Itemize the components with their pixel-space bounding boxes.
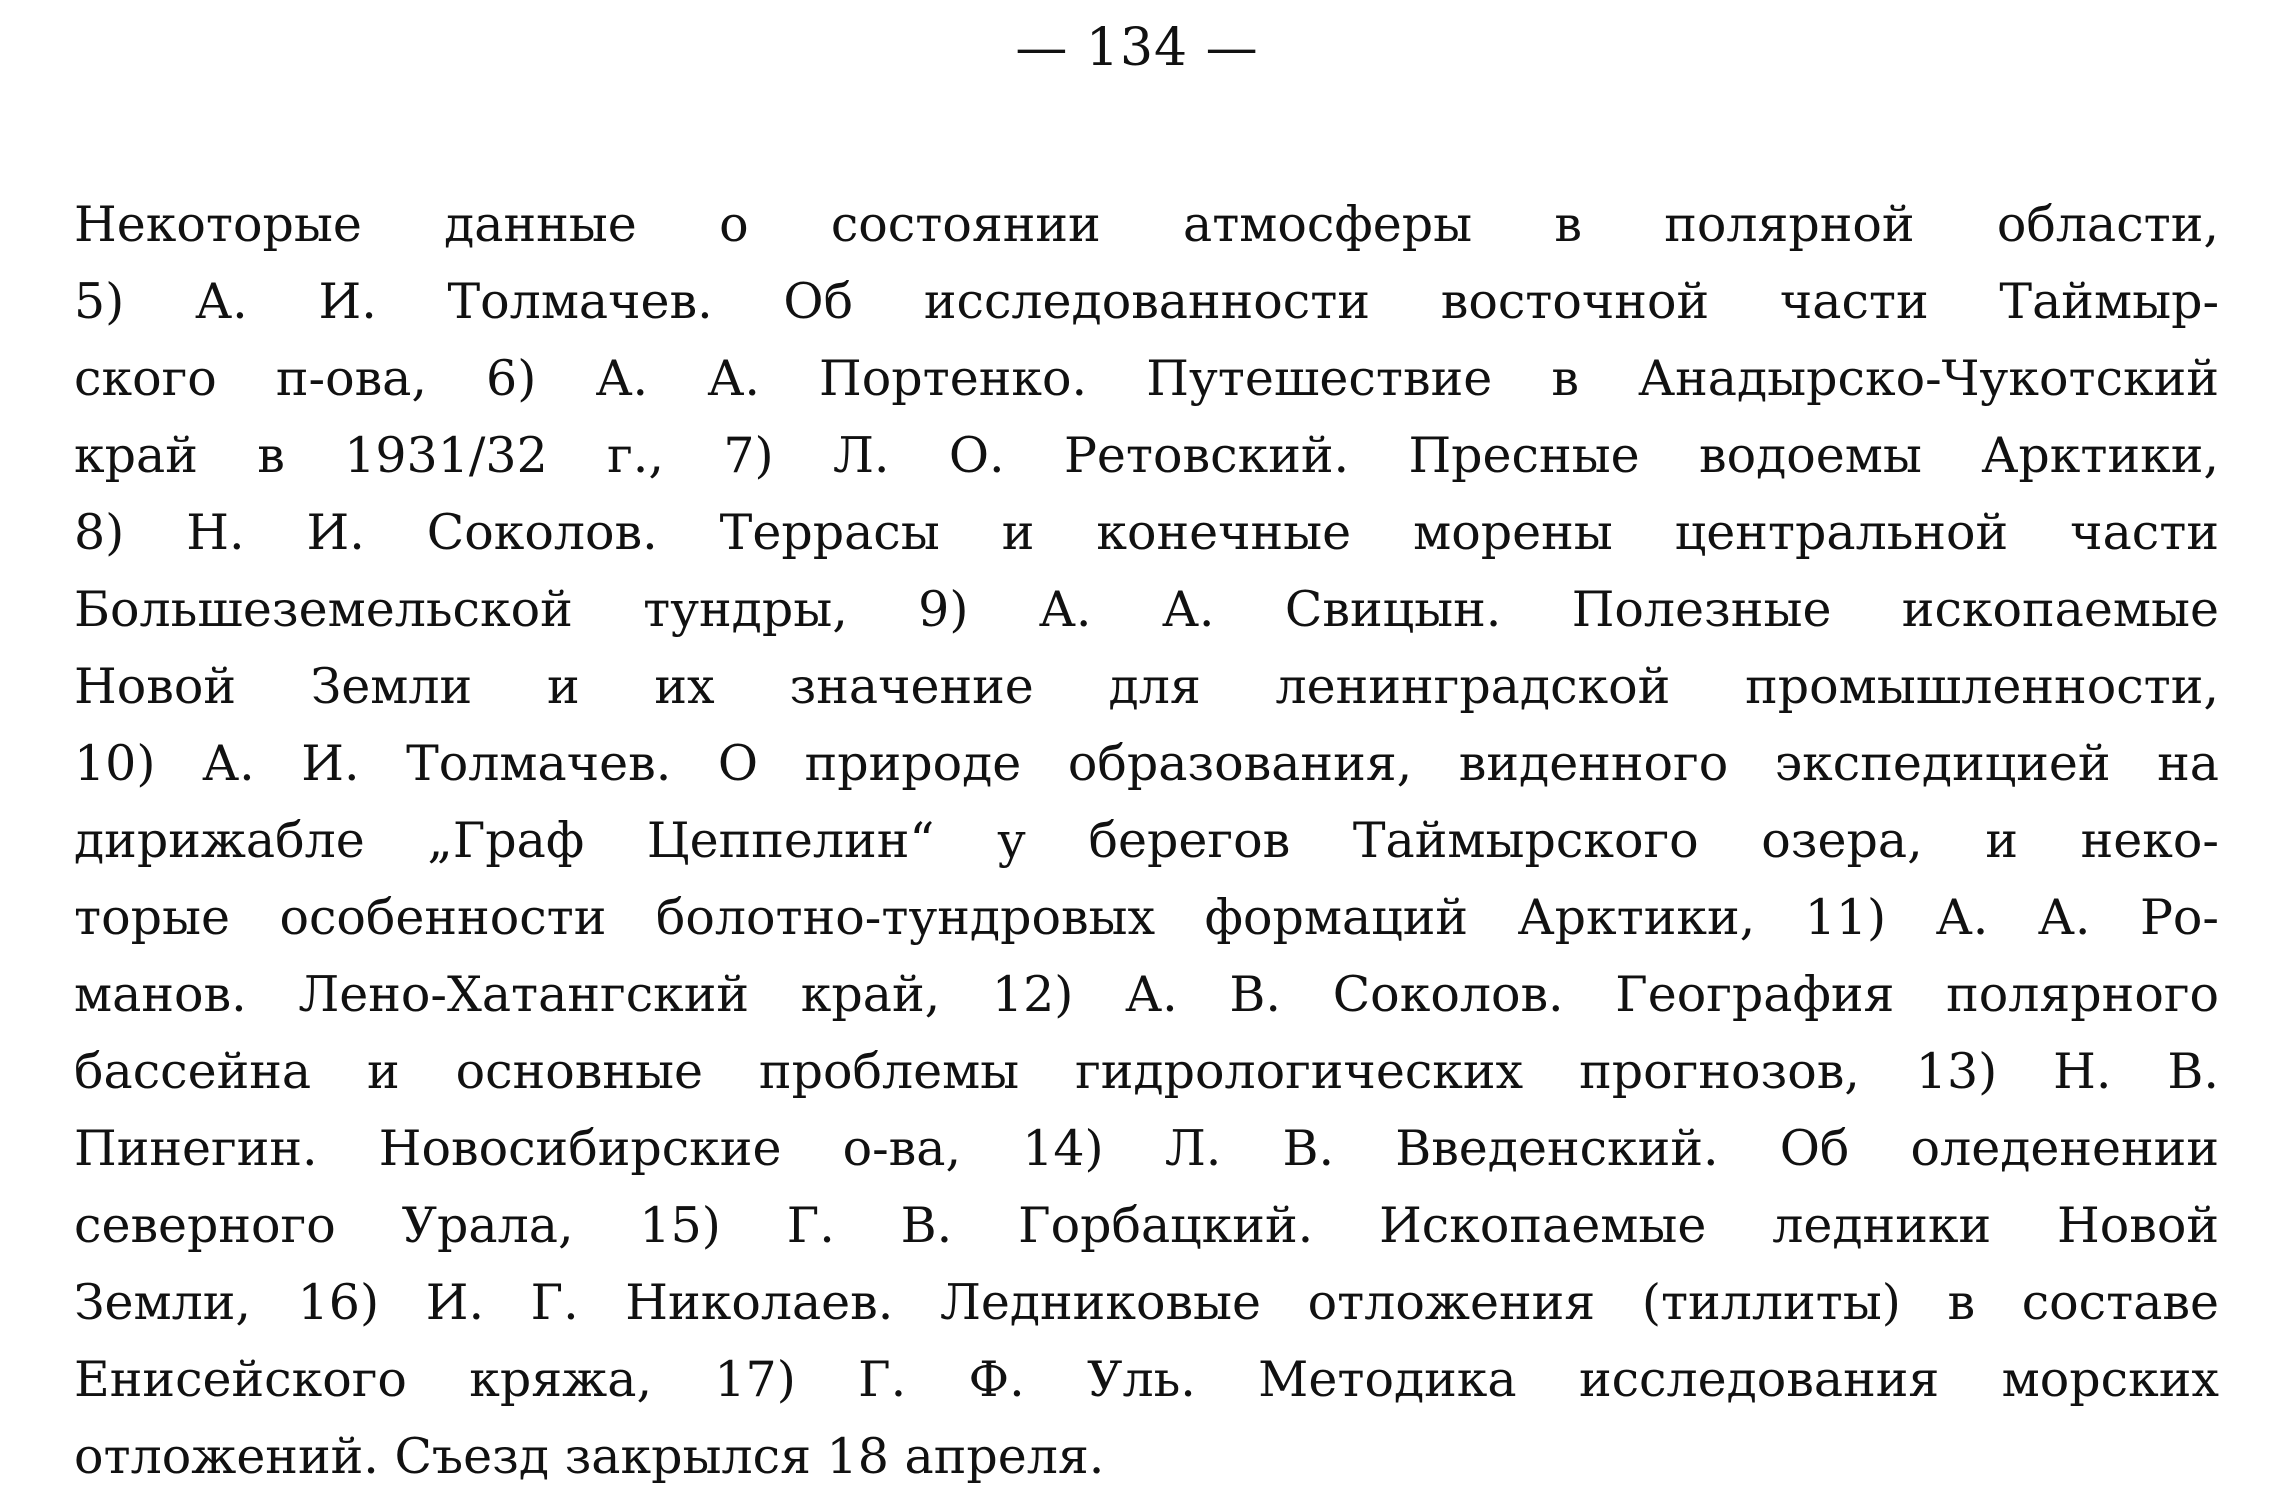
text-line: манов. Лено-Хатангский край, 12) А. В. Соколов. География полярного [74,966,2219,1023]
text-line: ского п-ова, 6) А. А. Портенко. Путешествие в Анадырско-Чукотский [74,350,2219,407]
text-line: Енисейского кряжа, 17) Г. Ф. Уль. Методика исследования морских [74,1351,2219,1408]
text-line: дирижабле „Граф Цеппелин“ у берегов Таймырского озера, и неко- [74,812,2219,869]
text-line: Новой Земли и их значение для ленинградской промышленности, [74,658,2219,715]
text-line: северного Урала, 15) Г. В. Горбацкий. Ископаемые ледники Новой [74,1197,2219,1254]
text-line: Земли, 16) И. Г. Николаев. Ледниковые отложения (тиллиты) в составе [74,1274,2219,1331]
text-line: Большеземельской тундры, 9) А. А. Свицын. Полезные ископаемые [74,581,2219,638]
text-line: 5) А. И. Толмачев. Об исследованности восточной части Таймыр- [74,273,2219,330]
text-line-last: отложений. Съезд закрылся 18 апреля. [74,1428,1105,1485]
text-line: Некоторые данные о состоянии атмосферы в полярной области, [74,196,2219,253]
page-number: — 134 — [1015,18,1259,78]
text-line: торые особенности болотно-тундровых формаций Арктики, 11) А. А. Ро- [74,889,2219,946]
text-line: край в 1931/32 г., 7) Л. О. Ретовский. Пресные водоемы Арктики, [74,427,2219,484]
text-line: 10) А. И. Толмачев. О природе образования, виденного экспедицией на [74,735,2219,792]
text-line: Пинегин. Новосибирские о-ва, 14) Л. В. Введенский. Об оледенении [74,1120,2219,1177]
text-line: 8) Н. И. Соколов. Террасы и конечные морены центральной части [74,504,2219,561]
text-line: бассейна и основные проблемы гидрологических прогнозов, 13) Н. В. [74,1043,2219,1100]
body-text [74,186,2219,1495]
